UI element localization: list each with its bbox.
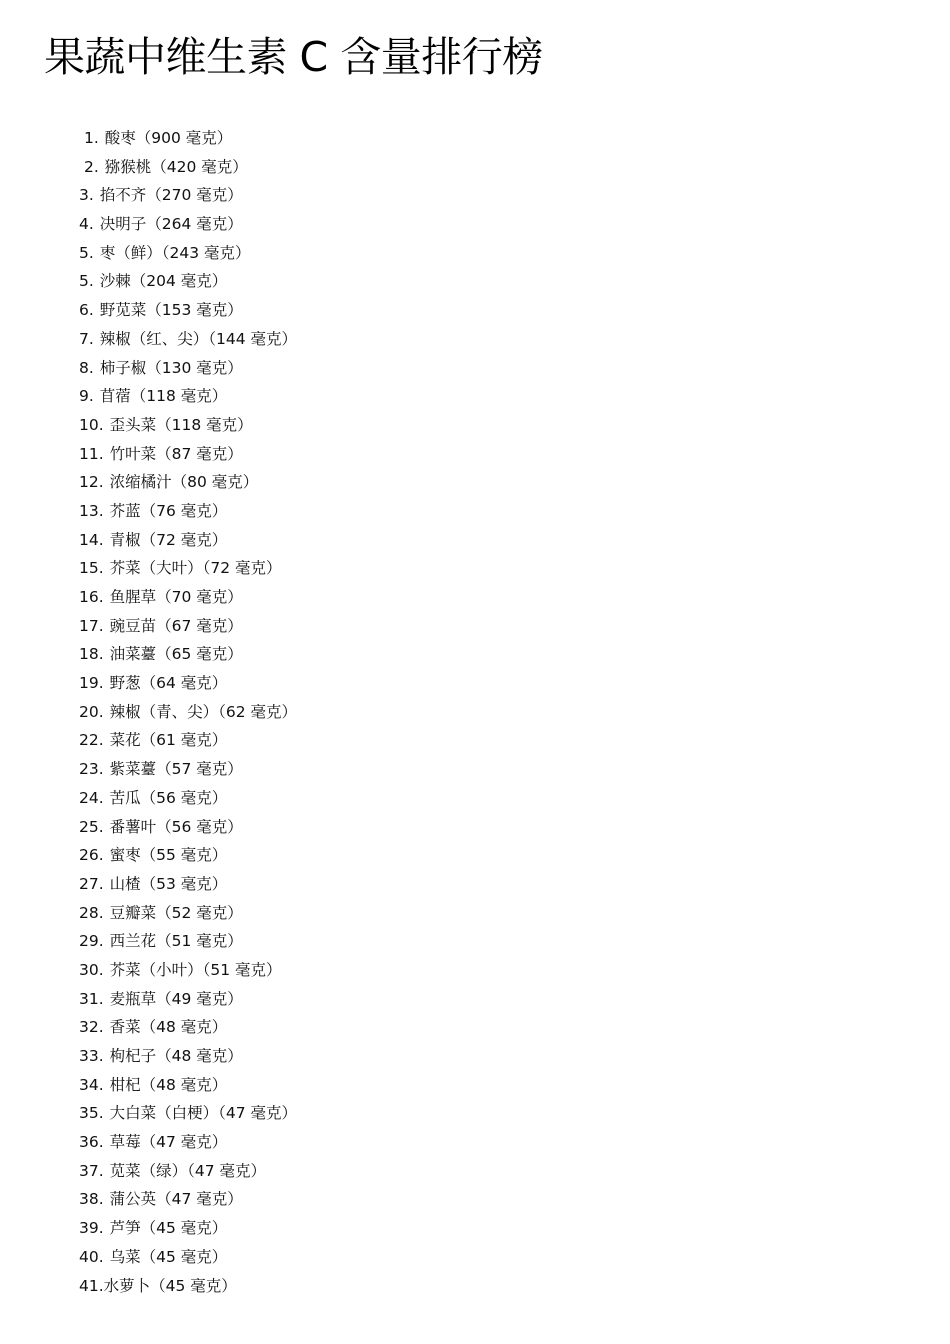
item-text: 紫菜薹（57 毫克） bbox=[109, 760, 243, 779]
item-number: 28. bbox=[79, 903, 104, 922]
item-text: 麦瓶草（49 毫克） bbox=[109, 989, 243, 1008]
item-number: 4. bbox=[79, 215, 94, 234]
item-number: 19. bbox=[79, 674, 104, 693]
item-number: 40. bbox=[79, 1247, 104, 1266]
item-text: 乌菜（45 毫克） bbox=[109, 1247, 228, 1266]
list-item bbox=[79, 669, 297, 698]
item-number: 18. bbox=[79, 645, 104, 664]
item-text: 豌豆苗（67 毫克） bbox=[109, 616, 243, 635]
item-text: 枸杞子（48 毫克） bbox=[109, 1047, 243, 1065]
item-text: 苜蓿（118 毫克） bbox=[99, 387, 228, 406]
item-number: 5. bbox=[79, 243, 94, 262]
list-item bbox=[79, 813, 297, 842]
item-text: 西兰花（51 毫克） bbox=[109, 932, 243, 951]
item-number: 11. bbox=[79, 444, 104, 463]
item-text: 苦瓜（56 毫克） bbox=[109, 788, 228, 807]
item-text: 辣椒（红、尖）（144 毫克） bbox=[99, 329, 298, 348]
item-number: 38. bbox=[79, 1190, 104, 1209]
list-item bbox=[79, 1157, 297, 1186]
item-text: 掐不齐（270 毫克） bbox=[99, 186, 243, 205]
item-text: 菜花（61 毫克） bbox=[109, 731, 228, 750]
item-text: 草莓（47 毫克） bbox=[109, 1133, 228, 1152]
item-text: 山楂（53 毫克） bbox=[109, 874, 228, 893]
list-item bbox=[79, 181, 297, 210]
item-text: 蜜枣（55 毫克） bbox=[109, 846, 228, 865]
item-number: 20. bbox=[79, 702, 104, 721]
item-text: 水萝卜（45 毫克） bbox=[103, 1276, 237, 1295]
list-item bbox=[79, 1013, 297, 1042]
list-item bbox=[79, 1185, 297, 1214]
list-item bbox=[79, 382, 297, 411]
list-item bbox=[79, 726, 297, 755]
item-number: 12. bbox=[79, 473, 104, 492]
list-item bbox=[79, 985, 297, 1014]
list-item bbox=[79, 1042, 297, 1071]
list-item bbox=[79, 440, 297, 469]
item-number: 1. bbox=[84, 129, 99, 147]
list-item bbox=[79, 640, 297, 669]
list-item bbox=[79, 841, 297, 870]
item-number: 36. bbox=[79, 1133, 104, 1152]
item-number: 26. bbox=[79, 846, 104, 865]
item-text: 决明子（264 毫克） bbox=[99, 215, 243, 234]
item-text: 辣椒（青、尖）（62 毫克） bbox=[109, 702, 298, 721]
list-item bbox=[79, 1214, 297, 1243]
item-text: 野苋菜（153 毫克） bbox=[99, 301, 243, 320]
item-number: 22. bbox=[79, 731, 104, 750]
item-text: 猕猴桃（420 毫克） bbox=[104, 157, 248, 176]
item-text: 苋菜（绿）（47 毫克） bbox=[109, 1161, 267, 1180]
item-number: 13. bbox=[79, 501, 104, 520]
item-number: 3. bbox=[79, 186, 94, 205]
item-number: 7. bbox=[79, 329, 94, 348]
list-item bbox=[79, 1099, 297, 1128]
list-item bbox=[79, 956, 297, 985]
list-item bbox=[79, 583, 297, 612]
item-number: 34. bbox=[79, 1075, 104, 1094]
item-text: 歪头菜（118 毫克） bbox=[109, 415, 253, 434]
list-item bbox=[79, 239, 297, 268]
item-number: 33. bbox=[79, 1047, 104, 1065]
item-text: 竹叶菜（87 毫克） bbox=[109, 444, 243, 463]
list-item bbox=[79, 325, 297, 354]
item-number: 30. bbox=[79, 960, 104, 979]
item-text: 芦笋（45 毫克） bbox=[109, 1219, 228, 1238]
item-number: 14. bbox=[79, 530, 104, 549]
list-item bbox=[79, 497, 297, 526]
item-number: 31. bbox=[79, 989, 104, 1008]
item-text: 青椒（72 毫克） bbox=[109, 530, 228, 549]
list-item bbox=[79, 124, 297, 153]
item-number: 5. bbox=[79, 272, 94, 291]
item-text: 芥蓝（76 毫克） bbox=[109, 501, 228, 520]
item-text: 枣（鲜）（243 毫克） bbox=[99, 243, 251, 262]
item-number: 24. bbox=[79, 788, 104, 807]
list-item bbox=[79, 210, 297, 239]
item-text: 蒲公英（47 毫克） bbox=[109, 1190, 243, 1209]
item-text: 香菜（48 毫克） bbox=[109, 1018, 228, 1037]
item-number: 2. bbox=[84, 157, 99, 176]
vitamin-c-ranking-list bbox=[79, 124, 297, 1300]
item-number: 6. bbox=[79, 301, 94, 320]
list-item bbox=[79, 354, 297, 383]
item-number: 37. bbox=[79, 1161, 104, 1180]
item-number: 17. bbox=[79, 616, 104, 635]
list-item bbox=[79, 755, 297, 784]
item-text: 浓缩橘汁（80 毫克） bbox=[109, 473, 259, 492]
item-text: 芥菜（小叶）（51 毫克） bbox=[109, 960, 282, 979]
list-item bbox=[79, 1128, 297, 1157]
list-item bbox=[79, 870, 297, 899]
item-text: 油菜薹（65 毫克） bbox=[109, 645, 243, 664]
item-number: 29. bbox=[79, 932, 104, 951]
list-item bbox=[79, 468, 297, 497]
list-item bbox=[79, 411, 297, 440]
item-text: 番薯叶（56 毫克） bbox=[109, 817, 243, 836]
item-number: 39. bbox=[79, 1219, 104, 1238]
list-item bbox=[79, 612, 297, 641]
item-text: 豆瓣菜（52 毫克） bbox=[109, 903, 243, 922]
list-item bbox=[79, 784, 297, 813]
list-item bbox=[79, 927, 297, 956]
item-number: 16. bbox=[79, 588, 104, 606]
item-number: 15. bbox=[79, 559, 104, 578]
item-number: 32. bbox=[79, 1018, 104, 1037]
list-item bbox=[79, 899, 297, 928]
item-number: 41. bbox=[79, 1276, 104, 1295]
page-title: 果蔬中维生素 C 含量排行榜 bbox=[44, 33, 543, 81]
list-item bbox=[79, 554, 297, 583]
list-item bbox=[79, 1243, 297, 1272]
item-number: 35. bbox=[79, 1104, 104, 1123]
item-text: 沙棘（204 毫克） bbox=[99, 272, 228, 291]
item-number: 10. bbox=[79, 415, 104, 434]
list-item bbox=[79, 1272, 297, 1301]
item-text: 野葱（64 毫克） bbox=[109, 674, 228, 693]
item-number: 9. bbox=[79, 387, 94, 406]
item-number: 8. bbox=[79, 358, 94, 377]
item-number: 27. bbox=[79, 874, 104, 893]
item-text: 酸枣（900 毫克） bbox=[104, 129, 233, 147]
list-item bbox=[79, 153, 297, 182]
item-text: 芥菜（大叶）（72 毫克） bbox=[109, 559, 282, 578]
item-number: 23. bbox=[79, 760, 104, 779]
item-text: 鱼腥草（70 毫克） bbox=[109, 588, 243, 606]
list-item bbox=[79, 296, 297, 325]
list-item bbox=[79, 526, 297, 555]
list-item bbox=[79, 1071, 297, 1100]
item-number: 25. bbox=[79, 817, 104, 836]
list-item bbox=[79, 698, 297, 727]
list-item bbox=[79, 267, 297, 296]
item-text: 柑杞（48 毫克） bbox=[109, 1075, 228, 1094]
item-text: 大白菜（白梗）（47 毫克） bbox=[109, 1104, 298, 1123]
item-text: 柿子椒（130 毫克） bbox=[99, 358, 243, 377]
